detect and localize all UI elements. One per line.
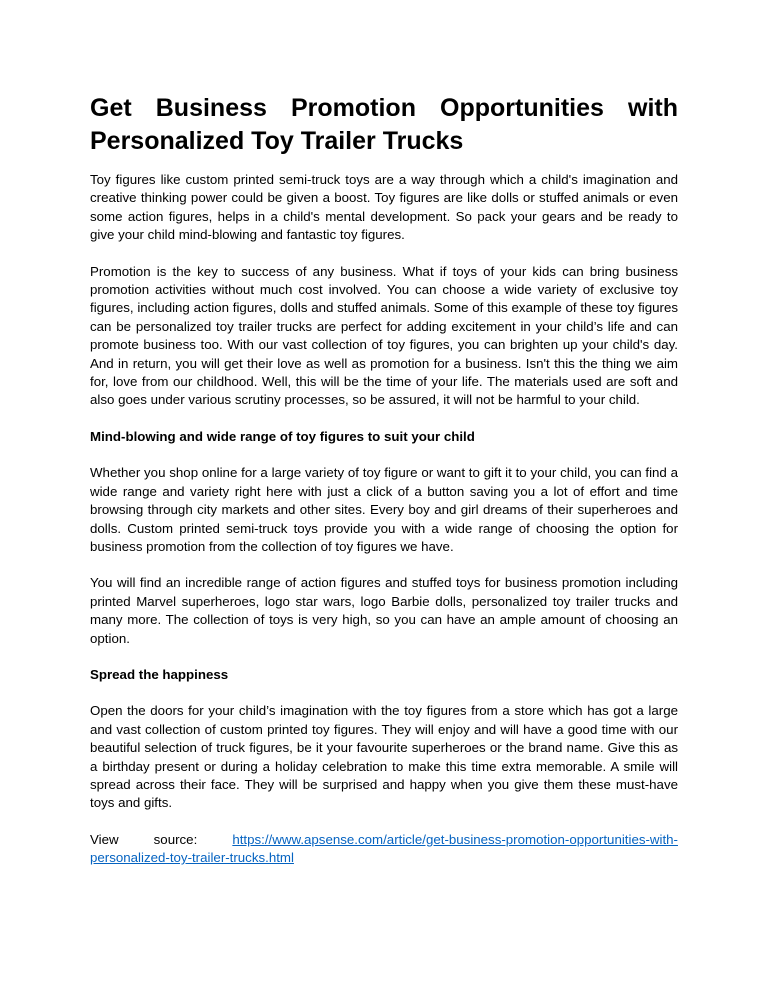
section-heading-happiness: Spread the happiness <box>90 666 229 682</box>
source-link[interactable]: https://www.apsense.com/article/get-business-promotion-opportunities-with-personalized-toy-trailer-trucks.html <box>90 831 678 866</box>
source-label: View source: <box>90 831 198 847</box>
paragraph-promotion: Promotion is the key to success of any business. What if toys of your kids can bring business promotion activities without much cost involved. You can choose a wide variety of exclusive toy figures, including action figures, dolls and stuffed animals. Some of this example of these toy figures can be personalized toy trailer trucks are perfect for adding excitement in your child’s life and can promote business too. With our vast collection of toy figures, you can brighten up your child's day. And in return, you will get their love as well as promotion for a business. Isn't this the thing we aim for, love from our childhood. Well, this will be the time of your life. The materials used are soft and also goes under various scrutiny processes, so be assured, it will not be harmful to your child. <box>90 263 678 408</box>
paragraph-action-figures: You will find an incredible range of action figures and stuffed toys for business promotion including printed Marvel superheroes, logo star wars, logo Barbie dolls, personalized toy trailer trucks and many more. The collection of toys is very high, so you can have an ample amount of choosing an option. <box>90 575 678 646</box>
paragraph-imagination: Open the doors for your child’s imagination with the toy figures from a store which has got a large and vast collection of custom printed toy figures. They will enjoy and will have a good time with our beautiful selection of truck figures, be it your favourite superheroes or the brand name. Give this as a birthday present or during a holiday celebration to make this time extra memorable. A smile will spread across their face. They will be surprised and happy when you give them these must-have toys and gifts. <box>90 703 678 811</box>
page-title: Get Business Promotion Opportunities with Personalized Toy Trailer Trucks <box>90 94 678 155</box>
section-heading-range: Mind-blowing and wide range of toy figures to suit your child <box>90 428 475 444</box>
source-line <box>90 831 678 868</box>
document-page <box>90 92 678 886</box>
paragraph-shop-online: Whether you shop online for a large variety of toy figure or want to gift it to your child, you can find a wide range and variety right here with just a click of a button saving you a lot of effort and time browsing through city markets and other sites. Every boy and girl dreams of their superheroes and dolls. Custom printed semi-truck toys provide you with a wide range of choosing the option for business promotion from the collection of toy figures we have. <box>90 465 678 554</box>
paragraph-intro: Toy figures like custom printed semi-truck toys are a way through which a child's imagination and creative thinking power could be given a boost. Toy figures are like dolls or stuffed animals or even some action figures, helps in a child's mental development. So pack your gears and be ready to give your child mind-blowing and fantastic toy figures. <box>90 172 678 243</box>
